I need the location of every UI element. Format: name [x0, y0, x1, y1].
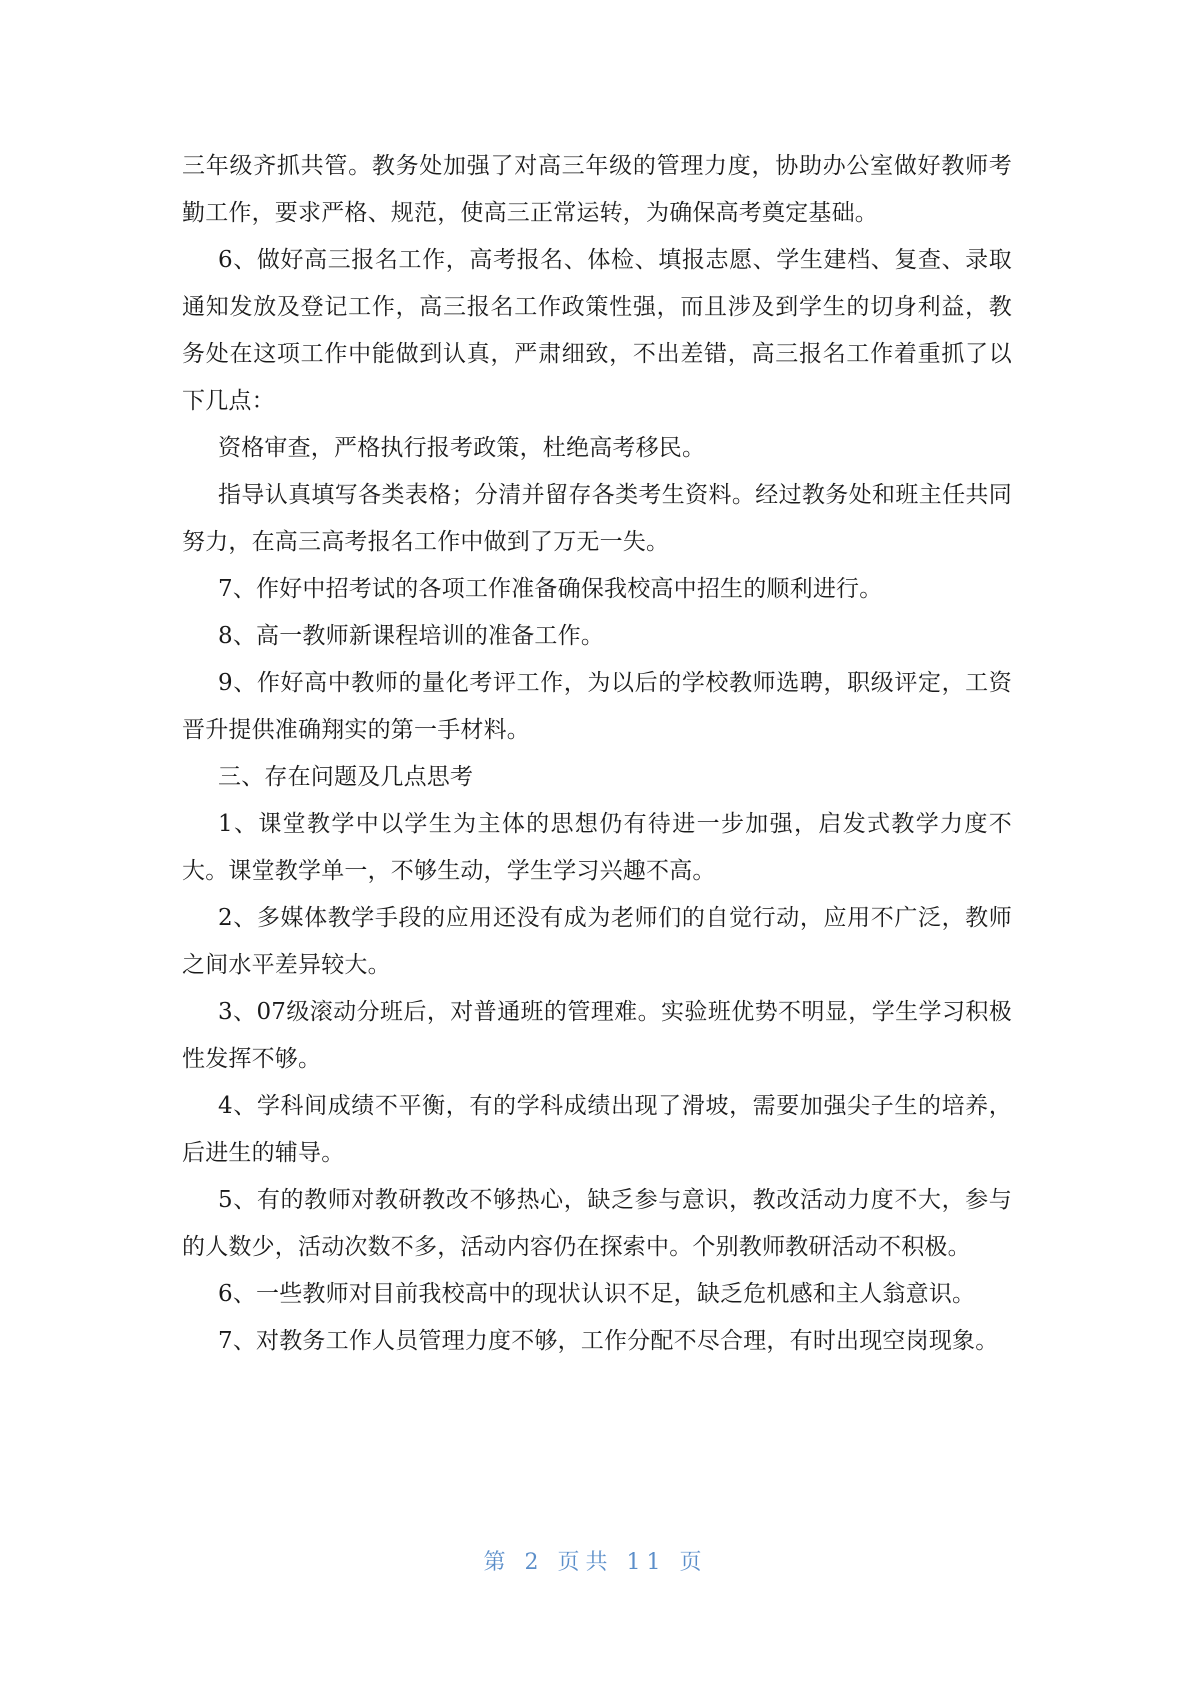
paragraph: 5、有的教师对教研教改不够热心，缺乏参与意识，教改活动力度不大，参与的人数少，活动次数不多，活动内容仍在探索中。个别教师教研活动不积极。 — [182, 1187, 1012, 1260]
paragraph: 1、课堂教学中以学生为主体的思想仍有待进一步加强，启发式教学力度不大。课堂教学单一，不够生动，学生学习兴趣不高。 — [182, 811, 1012, 884]
paragraph: 三年级齐抓共管。教务处加强了对高三年级的管理力度，协助办公室做好教师考勤工作，要求严格、规范，使高三正常运转，为确保高考奠定基础。 — [182, 153, 1012, 226]
paragraph: 9、作好高中教师的量化考评工作，为以后的学校教师选聘，职级评定，工资晋升提供准确翔实的第一手材料。 — [182, 670, 1012, 743]
page-number-footer: 第 2 页共 11 页 — [483, 1550, 708, 1575]
paragraph: 7、作好中招考试的各项工作准备确保我校高中招生的顺利进行。 — [218, 576, 883, 602]
paragraph: 指导认真填写各类表格；分清并留存各类考生资料。经过教务处和班主任共同努力，在高三高考报名工作中做到了万无一失。 — [182, 482, 1012, 555]
section-heading: 三、存在问题及几点思考 — [218, 764, 474, 790]
paragraph: 2、多媒体教学手段的应用还没有成为老师们的自觉行动，应用不广泛，教师之间水平差异较大。 — [182, 905, 1012, 978]
paragraph: 6、做好高三报名工作，高考报名、体检、填报志愿、学生建档、复查、录取通知发放及登记工作，高三报名工作政策性强，而且涉及到学生的切身利益，教务处在这项工作中能做到认真，严肃细致，不出差错，高三报名工作着重抓了以下几点： — [182, 247, 1012, 414]
document-body — [182, 143, 1012, 1365]
paragraph: 7、对教务工作人员管理力度不够，工作分配不尽合理，有时出现空岗现象。 — [218, 1328, 999, 1354]
paragraph: 资格审查，严格执行报考政策，杜绝高考移民。 — [218, 435, 706, 461]
paragraph: 6、一些教师对目前我校高中的现状认识不足，缺乏危机感和主人翁意识。 — [218, 1281, 976, 1307]
paragraph: 4、学科间成绩不平衡，有的学科成绩出现了滑坡，需要加强尖子生的培养，后进生的辅导。 — [182, 1093, 1012, 1166]
paragraph: 3、07级滚动分班后，对普通班的管理难。实验班优势不明显，学生学习积极性发挥不够。 — [182, 999, 1012, 1072]
paragraph: 8、高一教师新课程培训的准备工作。 — [218, 623, 605, 649]
